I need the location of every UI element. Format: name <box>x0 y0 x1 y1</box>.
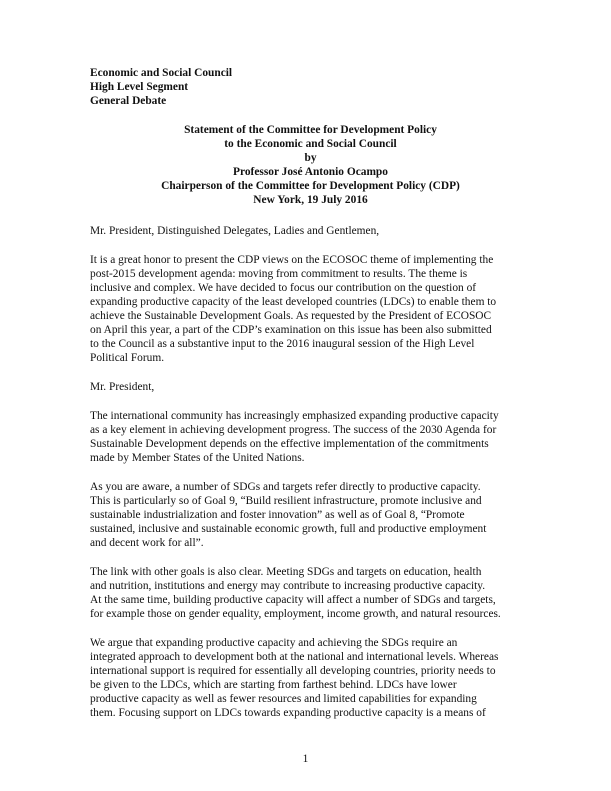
text-line: achieve the Sustainable Development Goals. As requested by the President of ECOSOC <box>90 310 492 322</box>
text-line: We argue that expanding productive capacity and achieving the SDGs require an <box>90 637 458 649</box>
address-mr-president: Mr. President, <box>90 381 155 393</box>
page-number: 1 <box>302 753 309 765</box>
text-line: them. Focusing support on LDCs towards expanding productive capacity is a means of <box>90 707 486 719</box>
header-debate: General Debate <box>90 95 167 107</box>
text-line: Political Forum. <box>90 352 165 364</box>
text-line: This is particularly so of Goal 9, “Build resilient infrastructure, promote inclusive and <box>90 495 482 507</box>
title-line: Statement of the Committee for Development Policy <box>184 124 437 136</box>
statement-title-block <box>90 123 531 207</box>
text-line: as a key element in achieving development progress. The success of the 2030 Agenda for <box>90 424 497 436</box>
text-line: It is a great honor to present the CDP views on the ECOSOC theme of implementing the <box>90 254 494 266</box>
text-line: The international community has increasingly emphasized expanding productive capacity <box>90 410 499 422</box>
text-line: At the same time, building productive capacity will affect a number of SDGs and targets, <box>90 594 496 606</box>
document-header <box>90 66 531 108</box>
text-line: productive capacity as well as fewer resources and limited capabilities for expanding <box>90 693 477 705</box>
title-line: by <box>304 152 317 164</box>
paragraph-3 <box>90 480 531 550</box>
paragraph-2 <box>90 409 531 465</box>
text-line: sustainable industrialization and foster innovation” as well as of Goal 8, “Promote <box>90 509 465 521</box>
salutation: Mr. President, Distinguished Delegates, Ladies and Gentlemen, <box>90 225 380 237</box>
text-line: be given to the LDCs, which are starting from farthest behind. LDCs have lower <box>90 679 457 691</box>
text-line: international support is required for essentially all developing countries, priority needs to <box>90 665 496 677</box>
text-line: on April this year, a part of the CDP’s examination on this issue has been also submitted <box>90 324 492 336</box>
text-line: Sustainable Development depends on the effective implementation of the commitments <box>90 438 489 450</box>
paragraph-4 <box>90 565 531 621</box>
text-line: The link with other goals is also clear. Meeting SDGs and targets on education, health <box>90 566 482 578</box>
text-line: inclusive and complex. We have decided to focus our contribution on the question of <box>90 282 477 294</box>
text-line: and nutrition, institutions and energy may contribute to increasing productive capacity. <box>90 580 486 592</box>
text-line: post-2015 development agenda: moving from commitment to results. The theme is <box>90 268 468 280</box>
speaker-role: Chairperson of the Committee for Development Policy (CDP) <box>161 180 460 192</box>
header-segment: High Level Segment <box>90 81 189 93</box>
text-line: As you are aware, a number of SDGs and targets refer directly to productive capacity. <box>90 481 481 493</box>
text-line: for example those on gender equality, employment, income growth, and natural resources. <box>90 608 501 620</box>
text-line: expanding productive capacity of the least developed countries (LDCs) to enable them to <box>90 296 497 308</box>
speaker-name: Professor José Antonio Ocampo <box>233 166 388 178</box>
paragraph-1 <box>90 253 531 365</box>
text-line: made by Member States of the United Nations. <box>90 452 305 464</box>
header-council: Economic and Social Council <box>90 67 233 79</box>
document-page <box>90 66 531 720</box>
text-line: integrated approach to development both at the national and international levels. Whereas <box>90 651 499 663</box>
title-line: to the Economic and Social Council <box>224 138 397 150</box>
text-line: sustained, inclusive and sustainable economic growth, full and productive employment <box>90 523 487 535</box>
paragraph-5 <box>90 636 531 720</box>
text-line: to the Council as a substantive input to the 2016 inaugural session of the High Level <box>90 338 475 350</box>
text-line: and decent work for all”. <box>90 537 204 549</box>
statement-date: New York, 19 July 2016 <box>253 194 368 206</box>
